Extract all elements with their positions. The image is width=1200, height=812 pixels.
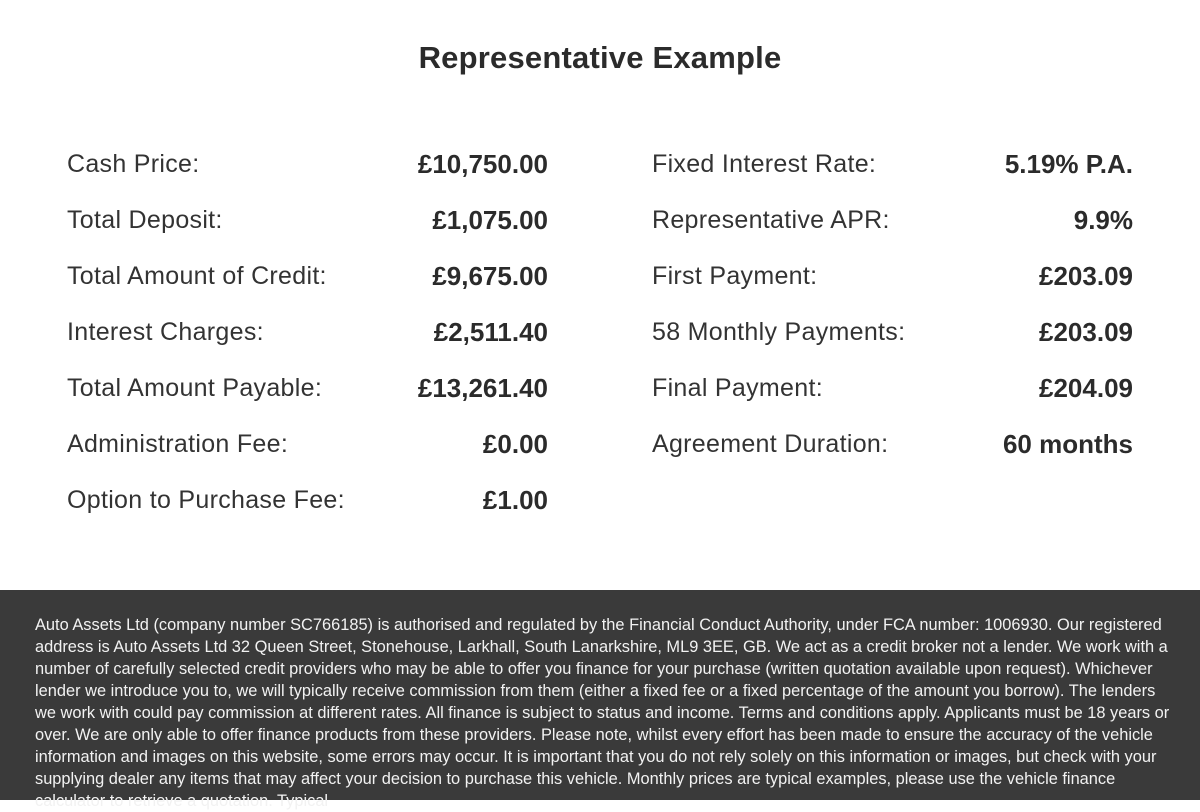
finance-value: £13,261.40 [417, 372, 548, 403]
finance-row-option-to-purchase-fee [67, 472, 548, 528]
regulatory-disclaimer-text: Auto Assets Ltd (company number SC766185) is authorised and regulated by the Financial Conduct Authority, under FCA number: 1006930. Our registered address is Auto Assets Ltd 32 Queen Street, Stonehouse, Larkhall, South Lanarkshire, ML9 3EE, GB. We act as a credit broker not a lender. We work with a number of carefully selected credit providers who may be able to offer you finance for your purchase (written quotation available upon request). Whichever lender we introduce you to, we will typically receive commission from them (either a fixed fee or a fixed percentage of the amount you borrow). The lenders we work with could pay commission at different rates. All finance is subject to status and income. Terms and conditions apply. Applicants must be 18 years or over. We are only able to offer finance products from these providers. Please note, whilst every effort has been made to ensure the accuracy of the vehicle information and images on this website, some errors may occur. It is important that you do not rely solely on this information or images, but check with your supplying dealer any items that may affect your decision to purchase this vehicle. Monthly prices are typical examples, please use the vehicle finance calculator to retrieve a quotation. Typical [35, 616, 1170, 810]
finance-label: 58 Monthly Payments: [652, 317, 906, 346]
finance-row-agreement-duration [652, 416, 1133, 472]
finance-summary-right-column [652, 136, 1133, 472]
finance-row-total-deposit [67, 192, 548, 248]
finance-row-monthly-payments [652, 304, 1133, 360]
finance-row-total-credit [67, 248, 548, 304]
finance-row-interest-charges [67, 304, 548, 360]
finance-value: 5.19% P.A. [1004, 148, 1133, 179]
finance-label: Administration Fee: [67, 429, 289, 458]
finance-summary-left-column [67, 136, 548, 528]
finance-label: Interest Charges: [67, 317, 264, 346]
finance-value: £9,675.00 [432, 260, 548, 291]
finance-value: £203.09 [1039, 316, 1133, 347]
finance-value: £0.00 [482, 428, 548, 459]
finance-row-cash-price [67, 136, 548, 192]
finance-label: Cash Price: [67, 149, 200, 178]
finance-value: £10,750.00 [417, 148, 548, 179]
finance-label: Option to Purchase Fee: [67, 485, 345, 514]
finance-value: £204.09 [1039, 372, 1133, 403]
finance-value: £1,075.00 [432, 204, 548, 235]
footer-disclaimer-panel [0, 590, 1200, 810]
finance-value: 60 months [1002, 428, 1133, 459]
finance-label: Final Payment: [652, 373, 823, 402]
finance-row-fixed-interest-rate [652, 136, 1133, 192]
finance-label: Total Amount Payable: [67, 373, 323, 402]
finance-value: £2,511.40 [433, 316, 548, 347]
finance-label: Fixed Interest Rate: [652, 149, 877, 178]
finance-row-total-payable [67, 360, 548, 416]
finance-row-final-payment [652, 360, 1133, 416]
finance-label: Total Deposit: [67, 205, 223, 234]
finance-row-first-payment [652, 248, 1133, 304]
finance-label: First Payment: [652, 261, 818, 290]
finance-value: 9.9% [1073, 204, 1133, 235]
finance-label: Agreement Duration: [652, 429, 889, 458]
finance-label: Representative APR: [652, 205, 890, 234]
finance-row-representative-apr [652, 192, 1133, 248]
finance-value: £1.00 [482, 484, 548, 515]
finance-label: Total Amount of Credit: [67, 261, 327, 290]
page-title: Representative Example [418, 40, 782, 75]
finance-row-admin-fee [67, 416, 548, 472]
finance-value: £203.09 [1039, 260, 1133, 291]
